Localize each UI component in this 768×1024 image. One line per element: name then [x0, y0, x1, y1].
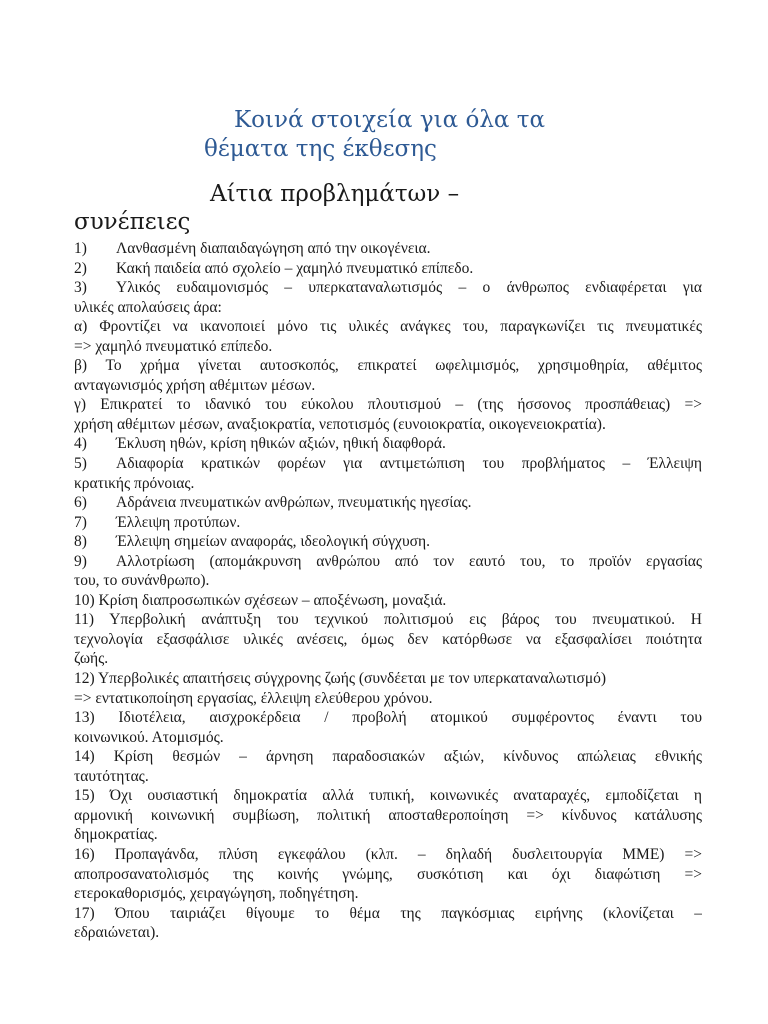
section-heading-line-2: συνέπειες	[74, 209, 191, 235]
text-line	[74, 591, 702, 611]
list-number: 2)	[74, 259, 87, 277]
text-line	[74, 728, 702, 748]
line-text: Κακή παιδεία από σχολείο – χαμηλό πνευματικό επίπεδο.	[116, 259, 474, 277]
list-number: 6)	[74, 494, 87, 512]
line-text: 11) Υπερβολική ανάπτυξη του τεχνικού πολιτισμού εις βάρος του πνευματικού. Η	[74, 611, 702, 629]
text-line	[74, 610, 702, 630]
list-number: 9)	[74, 552, 87, 570]
line-text: ετεροκαθορισμός, χειραγώγηση, ποδηγέτηση.	[74, 885, 359, 903]
document-body	[74, 239, 702, 943]
text-line	[74, 845, 702, 865]
text-line	[74, 884, 702, 904]
text-line	[74, 298, 702, 318]
text-line	[74, 649, 702, 669]
line-text: Λανθασμένη διαπαιδαγώγηση από την οικογένεια.	[116, 240, 431, 257]
text-line	[74, 923, 702, 943]
line-text: => εντατικοποίηση εργασίας, έλλειψη ελεύθερου χρόνου.	[74, 689, 433, 707]
text-line	[74, 669, 702, 689]
text-line	[74, 806, 702, 826]
line-text: Υλικός ευδαιμονισμός – υπερκαταναλωτισμός – ο άνθρωπος ενδιαφέρεται για	[116, 279, 702, 297]
text-line	[74, 259, 702, 279]
line-text: δημοκρατίας.	[74, 826, 158, 844]
text-line	[74, 337, 702, 357]
text-line	[74, 767, 702, 787]
text-line	[74, 278, 702, 298]
text-line	[74, 552, 702, 572]
list-number: 5)	[74, 455, 87, 473]
line-text: => χαμηλό πνευματικό επίπεδο.	[74, 337, 273, 355]
text-line	[74, 317, 702, 337]
line-text: ταυτότητας.	[74, 767, 149, 785]
document-title-line-2: θέματα της έκθεσης	[204, 136, 437, 162]
text-line	[74, 239, 702, 259]
text-line	[74, 904, 702, 924]
line-text: 16) Προπαγάνδα, πλύση εγκεφάλου (κλπ. – δηλαδή δυσλειτουργία ΜΜΕ) =>	[74, 845, 702, 863]
text-line	[74, 454, 702, 474]
line-text: ανταγωνισμός χρήση αθέμιτων μέσων.	[74, 376, 316, 394]
line-text: Αδράνεια πνευματικών ανθρώπων, πνευματικής ηγεσίας.	[116, 494, 472, 512]
list-number: 8)	[74, 533, 87, 551]
list-number: 1)	[74, 240, 87, 257]
line-text: Έλλειψη σημείων αναφοράς, ιδεολογική σύγχυση.	[116, 533, 430, 551]
list-number: 3)	[74, 279, 87, 297]
line-text: αποπροσανατολισμός της κοινής γνώμης, συσκότιση και όχι διαφώτιση =>	[74, 865, 702, 883]
text-line	[74, 865, 702, 885]
line-text: α) Φροντίζει να ικανοποιεί μόνο τις υλικές ανάγκες του, παραγκωνίζει τις πνευματικές	[74, 318, 702, 336]
text-line	[74, 356, 702, 376]
text-line	[74, 493, 702, 513]
line-text: τεχνολογία εξασφάλισε υλικές ανέσεις, όμως δεν κατόρθωσε να εξασφαλίσει ποιότητα	[74, 630, 702, 648]
text-line	[74, 786, 702, 806]
line-text: αρμονική κοινωνική συμβίωση, πολιτική αποσταθεροποίηση => κίνδυνος κατάλυσης	[74, 806, 702, 824]
line-text: γ) Επικρατεί το ιδανικό του εύκολου πλουτισμού – (της ήσσονος προσπάθειας) =>	[74, 396, 702, 414]
text-line	[74, 415, 702, 435]
line-text: κρατικής πρόνοιας.	[74, 474, 195, 492]
line-text: υλικές απολαύσεις άρα:	[74, 298, 222, 316]
text-line	[74, 630, 702, 650]
line-text: κοινωνικού. Ατομισμός.	[74, 728, 224, 746]
text-line	[74, 747, 702, 767]
text-line	[74, 532, 702, 552]
list-number: 7)	[74, 513, 87, 531]
line-text: 14) Κρίση θεσμών – άρνηση παραδοσιακών αξιών, κίνδυνος απώλειας εθνικής	[74, 748, 702, 766]
text-line	[74, 825, 702, 845]
text-line	[74, 434, 702, 454]
text-line	[74, 708, 702, 728]
document-title-line-1: Κοινά στοιχεία για όλα τα	[234, 107, 546, 133]
text-line	[74, 395, 702, 415]
text-line	[74, 474, 702, 494]
list-number: 4)	[74, 435, 87, 453]
line-text: Αδιαφορία κρατικών φορέων για αντιμετώπιση του προβλήματος – Έλλειψη	[116, 455, 702, 473]
text-line	[74, 571, 702, 591]
text-line	[74, 376, 702, 396]
line-text: εδραιώνεται).	[74, 924, 160, 942]
text-line	[74, 689, 702, 709]
line-text: Έλλειψη προτύπων.	[116, 513, 241, 531]
line-text: Αλλοτρίωση (απομάκρυνση ανθρώπου από τον εαυτό του, το προϊόν εργασίας	[116, 552, 702, 570]
line-text: Έκλυση ηθών, κρίση ηθικών αξιών, ηθική διαφθορά.	[116, 435, 446, 453]
section-heading-line-1: Αίτια προβλημάτων –	[210, 181, 460, 207]
line-text: 13) Ιδιοτέλεια, αισχροκέρδεια / προβολή ατομικού συμφέροντος έναντι του	[74, 709, 702, 727]
text-line	[74, 513, 702, 533]
line-text: ζωής.	[74, 650, 109, 668]
line-text: 10) Κρίση διαπροσωπικών σχέσεων – αποξένωση, μοναξιά.	[74, 591, 447, 609]
line-text: χρήση αθέμιτων μέσων, αναξιοκρατία, νεποτισμός (ευνοιοκρατία, οικογενειοκρατία).	[74, 415, 606, 433]
line-text: του, το συνάνθρωπο).	[74, 572, 210, 590]
line-text: β) Το χρήμα γίνεται αυτοσκοπός, επικρατεί ωφελιμισμός, χρησιμοθηρία, αθέμιτος	[74, 357, 702, 375]
line-text: 12) Υπερβολικές απαιτήσεις σύγχρονης ζωής (συνδέεται με τον υπερκαταναλωτισμό)	[74, 670, 607, 688]
line-text: 17) Όπου ταιριάζει θίγουμε το θέμα της παγκόσμιας ειρήνης (κλονίζεται –	[74, 904, 702, 922]
line-text: 15) Όχι ουσιαστική δημοκρατία αλλά τυπική, κοινωνικές αναταραχές, εμποδίζεται η	[74, 787, 702, 805]
